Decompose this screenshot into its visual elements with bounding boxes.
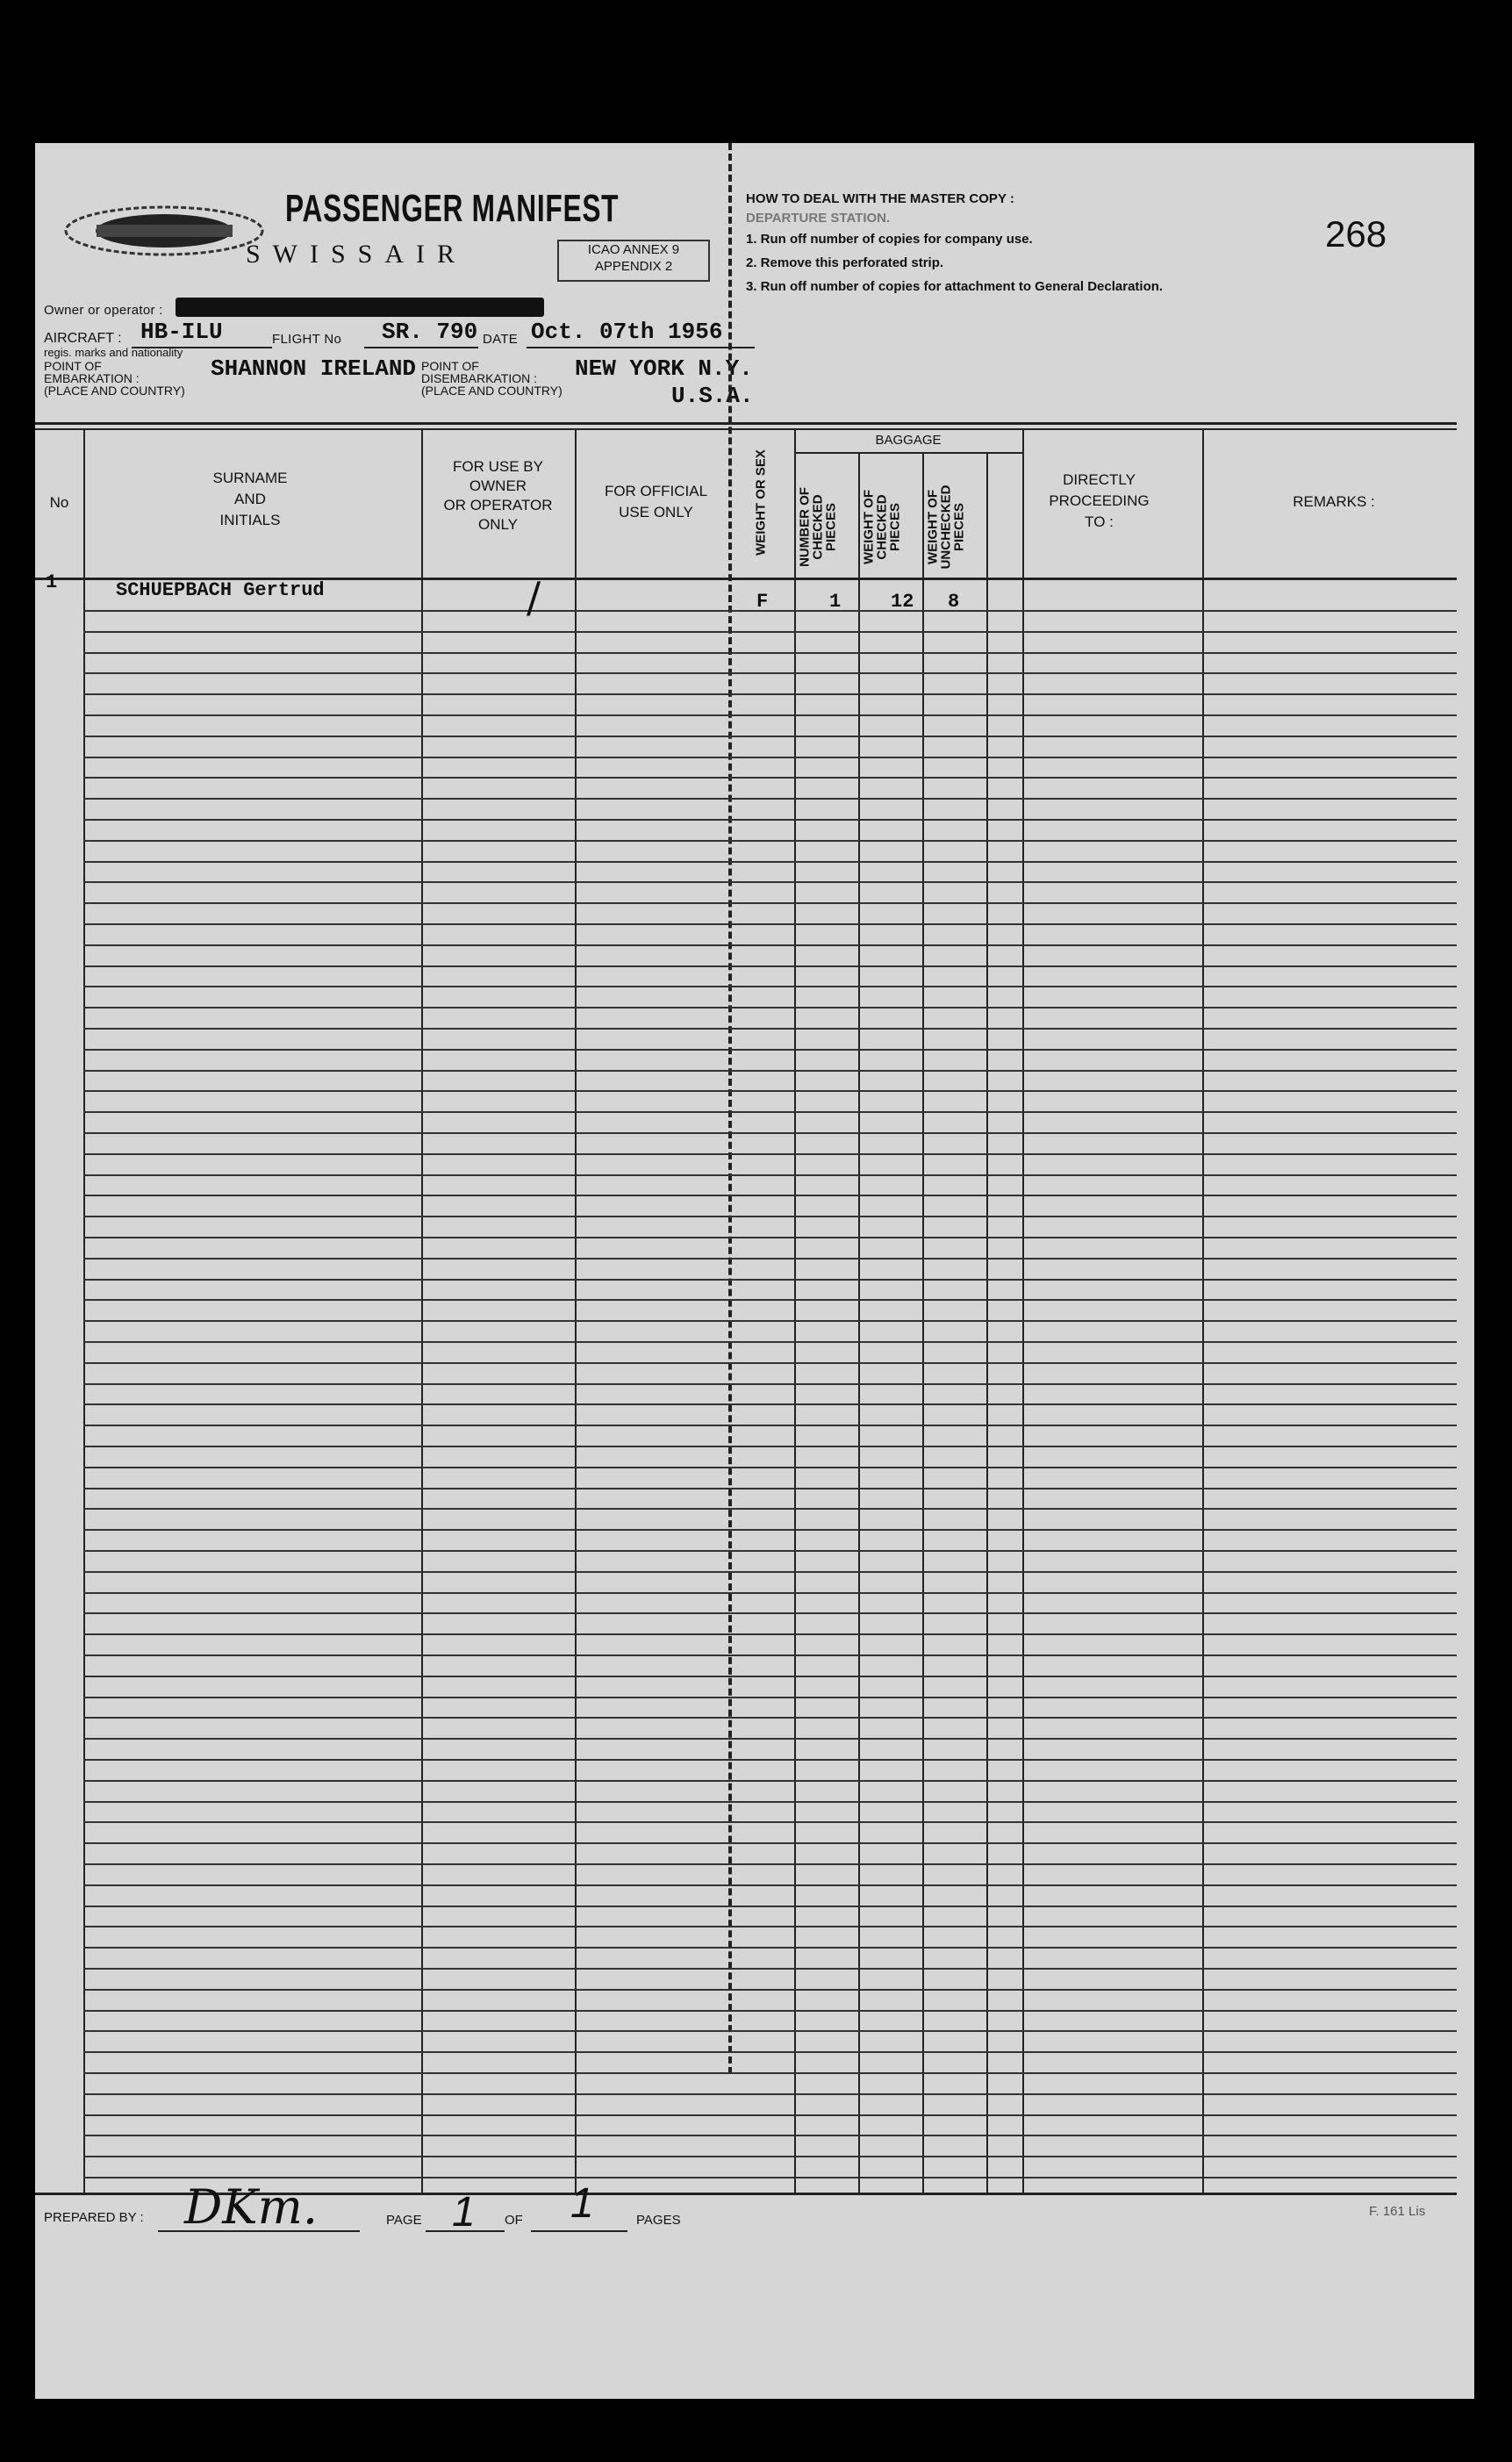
col-proceeding <box>996 470 1202 533</box>
table-row-line <box>83 2093 1457 2095</box>
disembark-value-city: NEW YORK N.Y. <box>575 355 753 382</box>
table-row-line <box>83 2177 1457 2178</box>
col-unchecked-weight-3: PIECES <box>951 502 967 552</box>
passenger-sex: F <box>756 591 769 613</box>
col-checked-weight-2: CHECKED <box>874 494 890 560</box>
table-row-line <box>83 714 1457 716</box>
table-row-line <box>83 1697 1457 1698</box>
table-row-line <box>83 1341 1457 1343</box>
col-checked-weight <box>861 459 903 573</box>
disembark-value-country: U.S.A. <box>671 383 754 409</box>
table-row-line <box>83 2114 1457 2116</box>
col-unchecked-weight-2: UNCHECKED <box>938 485 954 570</box>
date-label: DATE <box>483 332 519 347</box>
col-owner-3: OR OPERATOR <box>443 497 553 513</box>
table-row-line <box>83 1007 1457 1008</box>
table-row-line <box>83 1049 1457 1051</box>
col-remarks: REMARKS : <box>1293 493 1375 510</box>
table-row-line <box>83 736 1457 737</box>
perforated-strip-line <box>728 143 732 2074</box>
of-value: 1 <box>570 2180 594 2227</box>
table-row-line <box>83 1947 1457 1949</box>
page-value: 1 <box>452 2189 476 2236</box>
owner-redacted <box>176 298 544 317</box>
table-row-line <box>83 1070 1457 1072</box>
owner-check-mark: / <box>527 573 541 622</box>
table-row-line <box>83 672 1457 674</box>
table-row-line <box>83 1216 1457 1217</box>
table-row-line <box>83 1299 1457 1301</box>
embark-label <box>44 360 185 397</box>
checked-pieces: 1 <box>829 591 842 613</box>
table-row-line <box>83 2135 1457 2136</box>
form-title: PASSENGER MANIFEST <box>285 187 620 230</box>
col-official-1: FOR OFFICIAL <box>604 483 708 499</box>
table-row-line <box>83 1842 1457 1844</box>
table-row-line <box>83 1195 1457 1196</box>
table-row-line <box>83 1592 1457 1594</box>
instruction-item: 2. Remove this perforated strip. <box>746 255 944 270</box>
table-row-line <box>83 2051 1457 2053</box>
passenger-no: 1 <box>46 571 58 593</box>
col-surname-3: INITIALS <box>219 512 281 528</box>
table-row-line <box>83 819 1457 821</box>
table-row-line <box>83 1362 1457 1364</box>
col-unchecked-weight <box>925 459 967 573</box>
table-row-line <box>83 1467 1457 1468</box>
table-row-line <box>83 1132 1457 1134</box>
unchecked-weight: 8 <box>948 591 960 613</box>
aircraft-label: AIRCRAFT : <box>44 331 122 346</box>
table-row-line <box>83 1863 1457 1865</box>
col-proceeding-1: DIRECTLY <box>1063 471 1136 488</box>
table-row-line <box>83 1237 1457 1238</box>
of-label: OF <box>505 2213 523 2228</box>
icao-appendix: APPENDIX 2 <box>594 259 673 274</box>
table-row-line <box>83 2030 1457 2032</box>
table-row-line <box>83 1633 1457 1635</box>
col-official <box>584 481 728 523</box>
icao-annex: ICAO ANNEX 9 <box>587 242 680 257</box>
col-no: No <box>49 494 69 511</box>
col-surname-1: SURNAME <box>212 470 288 486</box>
swissair-logo <box>61 200 268 262</box>
airline-name: SWISSAIR <box>246 240 468 269</box>
table-row-line <box>83 986 1457 987</box>
table-row-line <box>83 1403 1457 1405</box>
table-row-line <box>83 652 1457 654</box>
col-surname <box>88 468 412 531</box>
table-row-line <box>83 1654 1457 1656</box>
table-row-line <box>83 693 1457 695</box>
col-owner-4: ONLY <box>477 516 519 533</box>
table-row-line <box>83 1968 1457 1970</box>
aircraft-sub: regis. marks and nationality <box>44 346 183 359</box>
col-baggage: BAGGAGE <box>875 433 942 448</box>
table-row-line <box>83 2156 1457 2157</box>
table-row-line <box>83 1821 1457 1823</box>
table-row-line <box>83 1425 1457 1426</box>
col-checked-pieces-2: CHECKED <box>810 494 826 560</box>
table-row-line <box>83 798 1457 800</box>
table-row-line <box>83 1738 1457 1740</box>
table-row-line <box>83 1258 1457 1260</box>
disembark-label-1: POINT OF <box>421 359 479 373</box>
table-row-line <box>83 1174 1457 1176</box>
col-checked-pieces-1: NUMBER OF <box>797 487 813 567</box>
table-row-line <box>83 1571 1457 1573</box>
manifest-page <box>35 143 1474 2399</box>
table-row-line <box>83 1906 1457 1907</box>
table-row-line <box>83 1320 1457 1322</box>
table-row-line <box>83 944 1457 946</box>
table-row-line <box>83 1676 1457 1677</box>
table-row-line <box>83 2072 1457 2074</box>
table-row-line <box>83 1279 1457 1281</box>
table-row-line <box>83 902 1457 904</box>
table-row-line <box>83 777 1457 779</box>
table-row-line <box>83 2010 1457 2012</box>
table-row-line <box>83 1759 1457 1761</box>
flight-no-label: FLIGHT No <box>272 332 342 347</box>
instructions-heading: HOW TO DEAL WITH THE MASTER COPY : <box>746 191 1014 206</box>
table-row-line <box>83 631 1457 633</box>
instructions <box>746 189 1378 298</box>
table-row-line <box>83 1446 1457 1447</box>
table-row-line <box>83 861 1457 863</box>
table-row-line <box>83 1383 1457 1385</box>
col-checked-weight-1: WEIGHT OF <box>861 490 877 564</box>
flight-no-value: SR. 790 <box>382 319 478 345</box>
owner-label: Owner or operator : <box>44 303 163 318</box>
table-row-line <box>83 1111 1457 1113</box>
instruction-item: 1. Run off number of copies for company use. <box>746 232 1033 247</box>
col-owner-1: FOR USE BY <box>453 458 543 475</box>
table-row-line <box>83 1884 1457 1886</box>
prepared-by-signature: DKm. <box>184 2179 319 2235</box>
table-row-line <box>83 1612 1457 1614</box>
prepared-by-label: PREPARED BY : <box>44 2210 144 2225</box>
embark-label-2: EMBARKATION : <box>44 371 140 385</box>
embark-sub: (PLACE AND COUNTRY) <box>44 384 185 398</box>
table-row-line <box>83 1780 1457 1782</box>
page-number: 268 <box>1325 213 1387 255</box>
table-row-line <box>83 1028 1457 1030</box>
embark-label-1: POINT OF <box>44 359 102 373</box>
table-row-line <box>83 840 1457 842</box>
table-row-line <box>83 1488 1457 1489</box>
col-unchecked-weight-1: WEIGHT OF <box>925 490 941 564</box>
instructions-subheading: DEPARTURE STATION. <box>746 211 891 226</box>
col-owner <box>421 457 575 535</box>
disembark-label-2: DISEMBARKATION : <box>421 371 537 385</box>
checked-weight: 12 <box>891 591 914 613</box>
col-surname-2: AND <box>234 491 266 507</box>
col-official-2: USE ONLY <box>619 504 693 520</box>
icao-reference-box <box>557 240 710 282</box>
instruction-item: 3. Run off number of copies for attachment to General Declaration. <box>746 279 1164 294</box>
passenger-name: SCHUEPBACH Gertrud <box>116 579 325 601</box>
table-row-line <box>83 923 1457 925</box>
table-row-line <box>83 1153 1457 1155</box>
aircraft-value: HB-ILU <box>140 319 223 345</box>
pages-label: PAGES <box>636 2213 681 2228</box>
col-owner-2: OWNER <box>469 477 527 494</box>
table-row-line <box>83 965 1457 967</box>
table-row-line <box>83 1926 1457 1927</box>
table-row-line <box>83 1090 1457 1092</box>
table-row-line <box>83 610 1457 612</box>
col-weight-sex: WEIGHT OR SEX <box>753 449 769 556</box>
col-checked-weight-3: PIECES <box>887 502 903 552</box>
table-row-line <box>83 1550 1457 1552</box>
col-proceeding-3: TO : <box>1085 513 1114 530</box>
table-row-line <box>83 1508 1457 1510</box>
disembark-sub: (PLACE AND COUNTRY) <box>421 384 563 398</box>
col-proceeding-2: PROCEEDING <box>1049 492 1150 509</box>
col-checked-pieces <box>797 459 839 573</box>
date-value: Oct. 07th 1956 <box>531 319 723 345</box>
table-row-line <box>83 1529 1457 1531</box>
col-checked-pieces-3: PIECES <box>823 502 839 552</box>
disembark-label <box>421 360 563 397</box>
embark-value: SHANNON IRELAND <box>211 355 417 382</box>
table-row-line <box>83 757 1457 758</box>
table-row-line <box>83 1717 1457 1719</box>
table-row-line <box>83 1801 1457 1803</box>
form-code: F. 161 Lis <box>1369 2204 1426 2219</box>
page-label: PAGE <box>386 2213 422 2228</box>
table-row-line <box>83 881 1457 883</box>
table-row-line <box>83 1989 1457 1991</box>
